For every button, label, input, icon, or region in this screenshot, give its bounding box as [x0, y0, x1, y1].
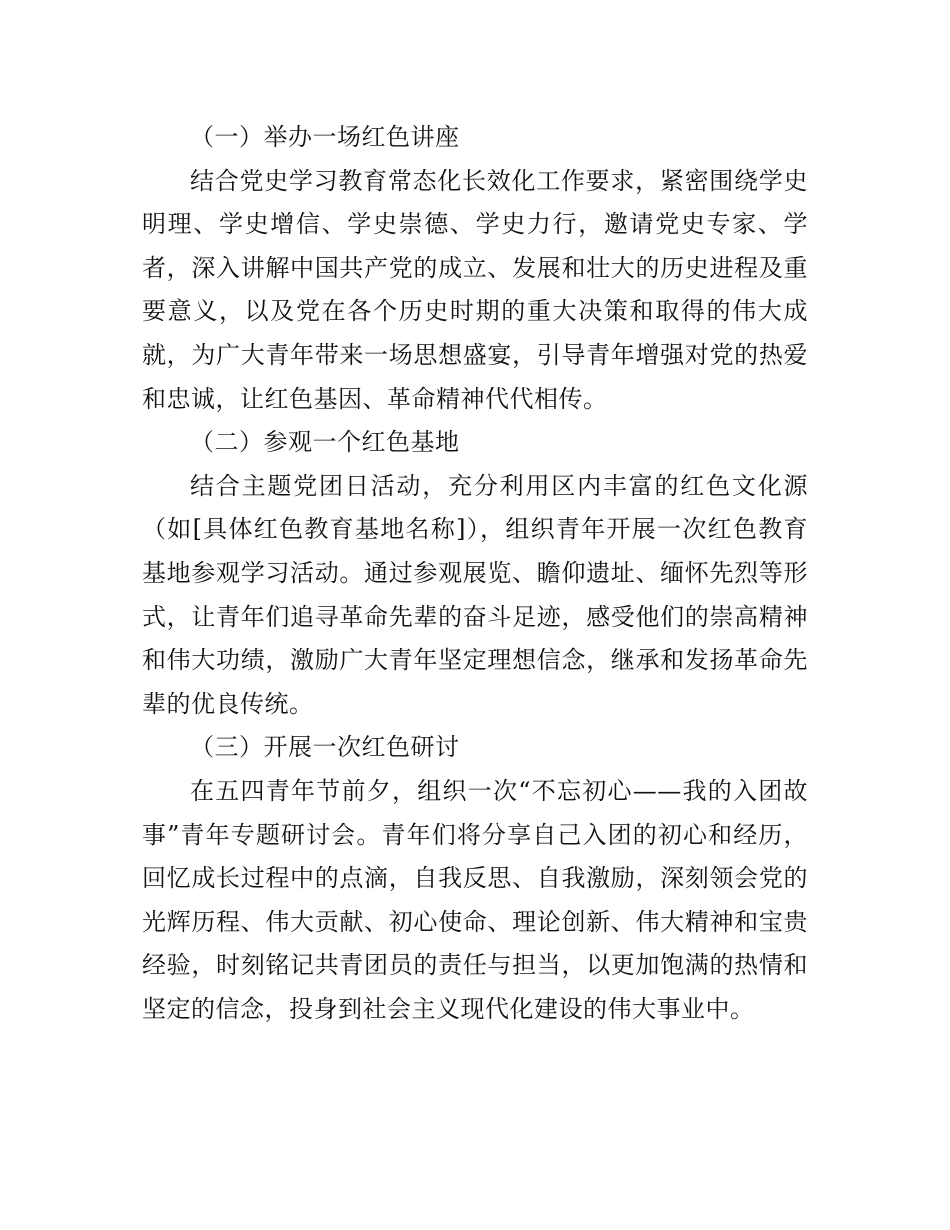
section-heading-2: （二）参观一个红色基地 [190, 428, 460, 457]
section-paragraph-3: 在五四青年节前夕，组织一次“不忘初心——我的入团故事”青年专题研讨会。青年们将分享自己入团的初心和经历，回忆成长过程中的点滴，自我反思、自我激励，深刻领会党的光辉历程、伟大贡献、初心使命、理论创新、伟大精神和宝贵经验，时刻铭记共青团员的责任与担当，以更加饱满的热情和坚定的信念，投身到社会主义现代化建设的伟大事业中。 [142, 776, 808, 1023]
section-heading-1: （一）举办一场红色讲座 [190, 123, 460, 151]
document-body [142, 116, 808, 1031]
section-paragraph-2: 结合主题党团日活动，充分利用区内丰富的红色文化源（如[具体红色教育基地名称]），组织青年开展一次红色教育基地参观学习活动。通过参观展览、瞻仰遗址、缅怀先烈等形式，让青年们追寻革命先辈的奋斗足迹，感受他们的崇高精神和伟大功绩，激励广大青年坚定理想信念，继承和发扬革命先辈的优良传统。 [142, 471, 808, 718]
section-paragraph-1: 结合党史学习教育常态化长效化工作要求，紧密围绕学史明理、学史增信、学史崇德、学史力行，邀请党史专家、学者，深入讲解中国共产党的成立、发展和壮大的历史进程及重要意义，以及党在各个历史时期的重大决策和取得的伟大成就，为广大青年带来一场思想盛宴，引导青年增强对党的热爱和忠诚，让红色基因、革命精神代代相传。 [142, 166, 808, 413]
section-heading-3: （三）开展一次红色研讨 [190, 733, 460, 762]
